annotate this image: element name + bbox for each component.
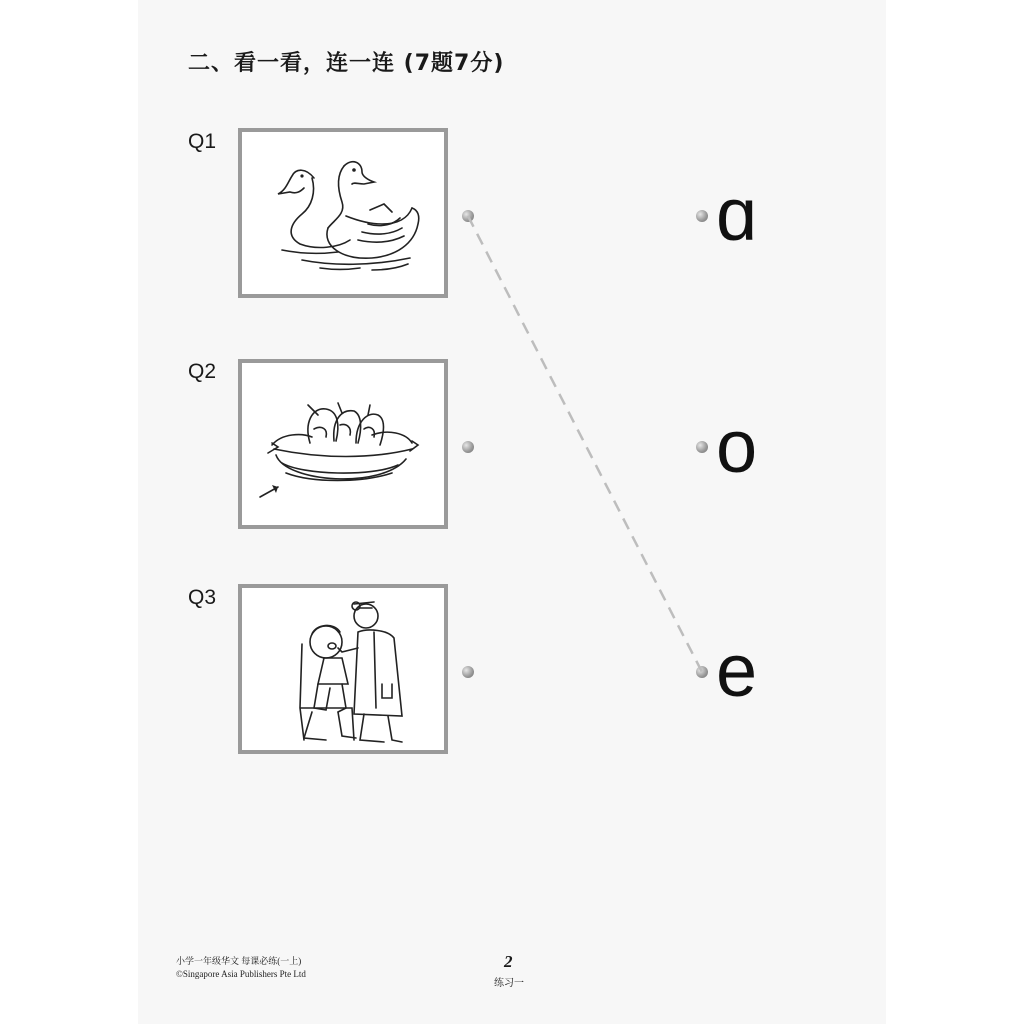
letter-e: e <box>716 629 758 712</box>
picture-frame-q1 <box>238 128 448 298</box>
question-label-q2: Q2 <box>188 360 217 383</box>
footer-credits <box>176 955 306 981</box>
footer-copyright: ©Singapore Asia Publishers Pte Ltd <box>176 969 306 979</box>
letter-o: o <box>716 405 758 488</box>
doctor-examining-boy-icon <box>242 588 444 750</box>
letter-a: ɑ <box>716 173 758 256</box>
picture-frame-q3 <box>238 584 448 754</box>
page-subtitle: 练习一 <box>494 978 524 989</box>
page-number: 2 <box>504 952 513 971</box>
q1-connect-dot[interactable] <box>462 210 474 222</box>
footer-book-title: 小学一年级华文 每课必练(一上) <box>176 956 302 966</box>
question-label-q1: Q1 <box>188 130 217 153</box>
two-geese-icon <box>242 132 444 294</box>
letter-o-connect-dot[interactable] <box>696 441 708 453</box>
q2-connect-dot[interactable] <box>462 441 474 453</box>
letter-e-connect-dot[interactable] <box>696 666 708 678</box>
picture-frame-q2 <box>238 359 448 529</box>
letter-a-connect-dot[interactable] <box>696 210 708 222</box>
question-label-q3: Q3 <box>188 586 217 609</box>
section-title: 二、看一看，连一连 (7题7分) <box>188 51 505 76</box>
baby-birds-nest-icon <box>242 363 444 525</box>
q3-connect-dot[interactable] <box>462 666 474 678</box>
